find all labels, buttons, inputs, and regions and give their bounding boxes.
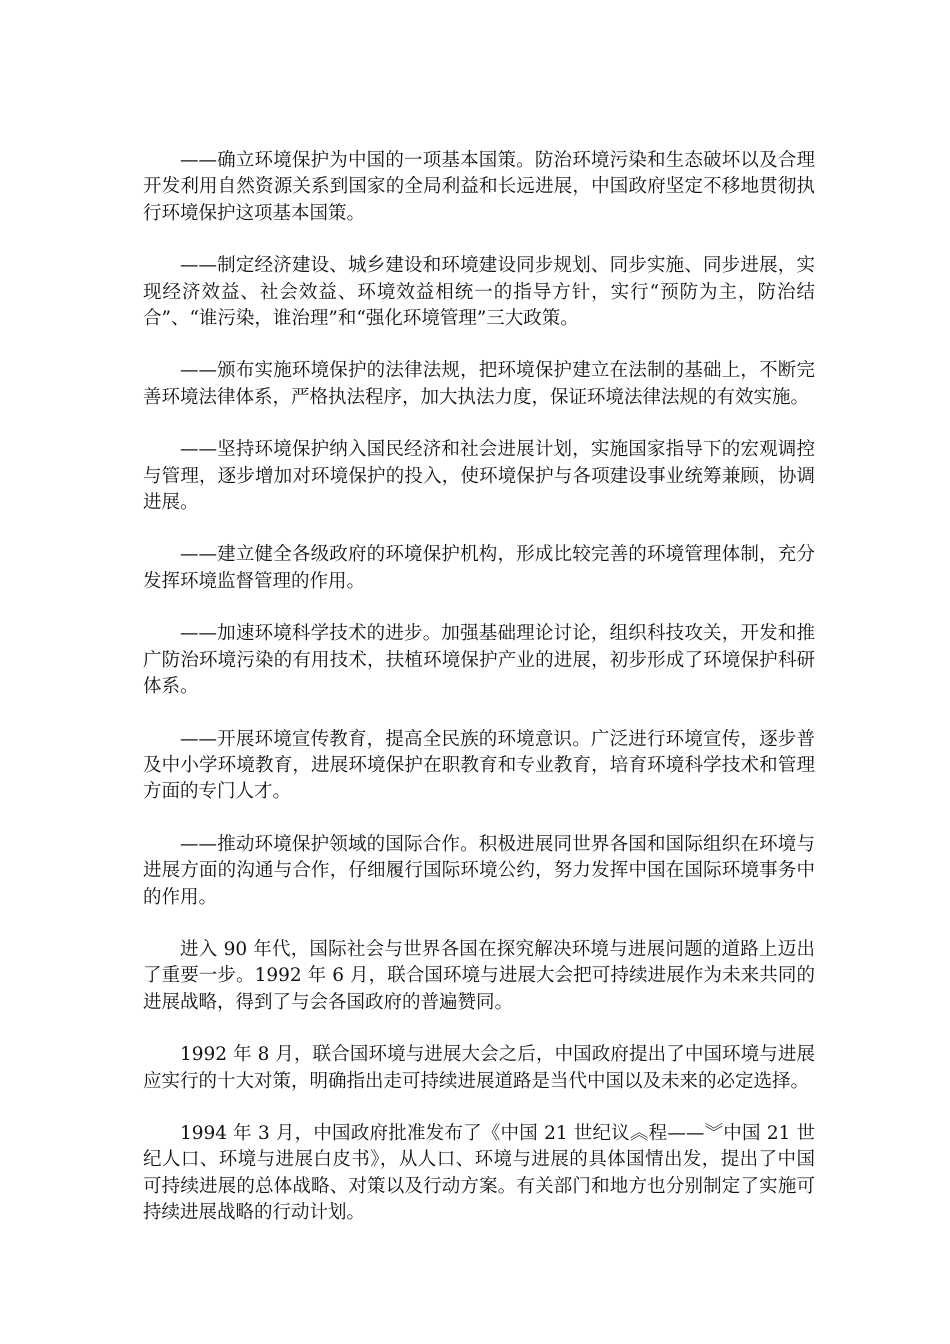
paragraph-policy-economy: ——坚持环境保护纳入国民经济和社会进展计划，实施国家指导下的宏观调控与管理，逐步增加对环境保护的投入，使环境保护与各项建设事业统筹兼顾，协调进展。 [143, 439, 815, 514]
paragraph-policy-institutions: ——建立健全各级政府的环境保护机构，形成比较完善的环境管理体制，充分发挥环境监督管理的作用。 [143, 544, 815, 592]
paragraph-policy-education: ——开展环境宣传教育，提高全民族的环境意识。广泛进行环境宣传，逐步普及中小学环境教育，进展环境保护在职教育和专业教育，培育环境科学技术和管理方面的专门人才。 [143, 728, 815, 803]
paragraph-1994-march: 1994 年 3 月，中国政府批准发布了《中国 21 世纪议︽程——︾中国 21 世纪人口、环境与进展白皮书》，从人口、环境与进展的具体国情出发，提出了中国可持续进展的总体战略、对策以及行动方案。有关部门和地方也分别制定了实施可持续进展战略的行动计划。 [143, 1122, 815, 1224]
paragraph-policy-basic: ——确立环境保护为中国的一项基本国策。防治环境污染和生态破坏以及合理开发利用自然资源关系到国家的全局利益和长远进展，中国政府坚定不移地贯彻执行环境保护这项基本国策。 [143, 150, 815, 224]
paragraph-policy-law: ——颁布实施环境保护的法律法规，把环境保护建立在法制的基础上，不断完善环境法律体系，严格执法程序，加大执法力度，保证环境法律法规的有效实施。 [143, 360, 815, 408]
paragraph-policy-planning: ——制定经济建设、城乡建设和环境建设同步规划、同步实施、同步进展，实现经济效益、社会效益、环境效益相统一的指导方针，实行“预防为主，防治结合”、“谁污染，谁治理”和“强化环境管理”三大政策。 [143, 255, 815, 330]
document-body [143, 148, 815, 1253]
paragraph-1990s: 进入 90 年代，国际社会与世界各国在探究解决环境与进展问题的道路上迈出了重要一步。1992 年 6 月，联合国环境与进展大会把可持续进展作为未来共同的进展战略，得到了与会各国政府的普遍赞同。 [143, 938, 815, 1013]
paragraph-policy-science: ——加速环境科学技术的进步。加强基础理论讨论，组织科技攻关，开发和推广防治环境污染的有用技术，扶植环境保护产业的进展，初步形成了环境保护科研体系。 [143, 623, 815, 698]
paragraph-1992-august: 1992 年 8 月，联合国环境与进展大会之后，中国政府提出了中国环境与进展应实行的十大对策，明确指出走可持续进展道路是当代中国以及未来的必定选择。 [143, 1044, 815, 1092]
paragraph-policy-international: ——推动环境保护领域的国际合作。积极进展同世界各国和国际组织在环境与进展方面的沟通与合作，仔细履行国际环境公约，努力发挥中国在国际环境事务中的作用。 [143, 833, 815, 908]
